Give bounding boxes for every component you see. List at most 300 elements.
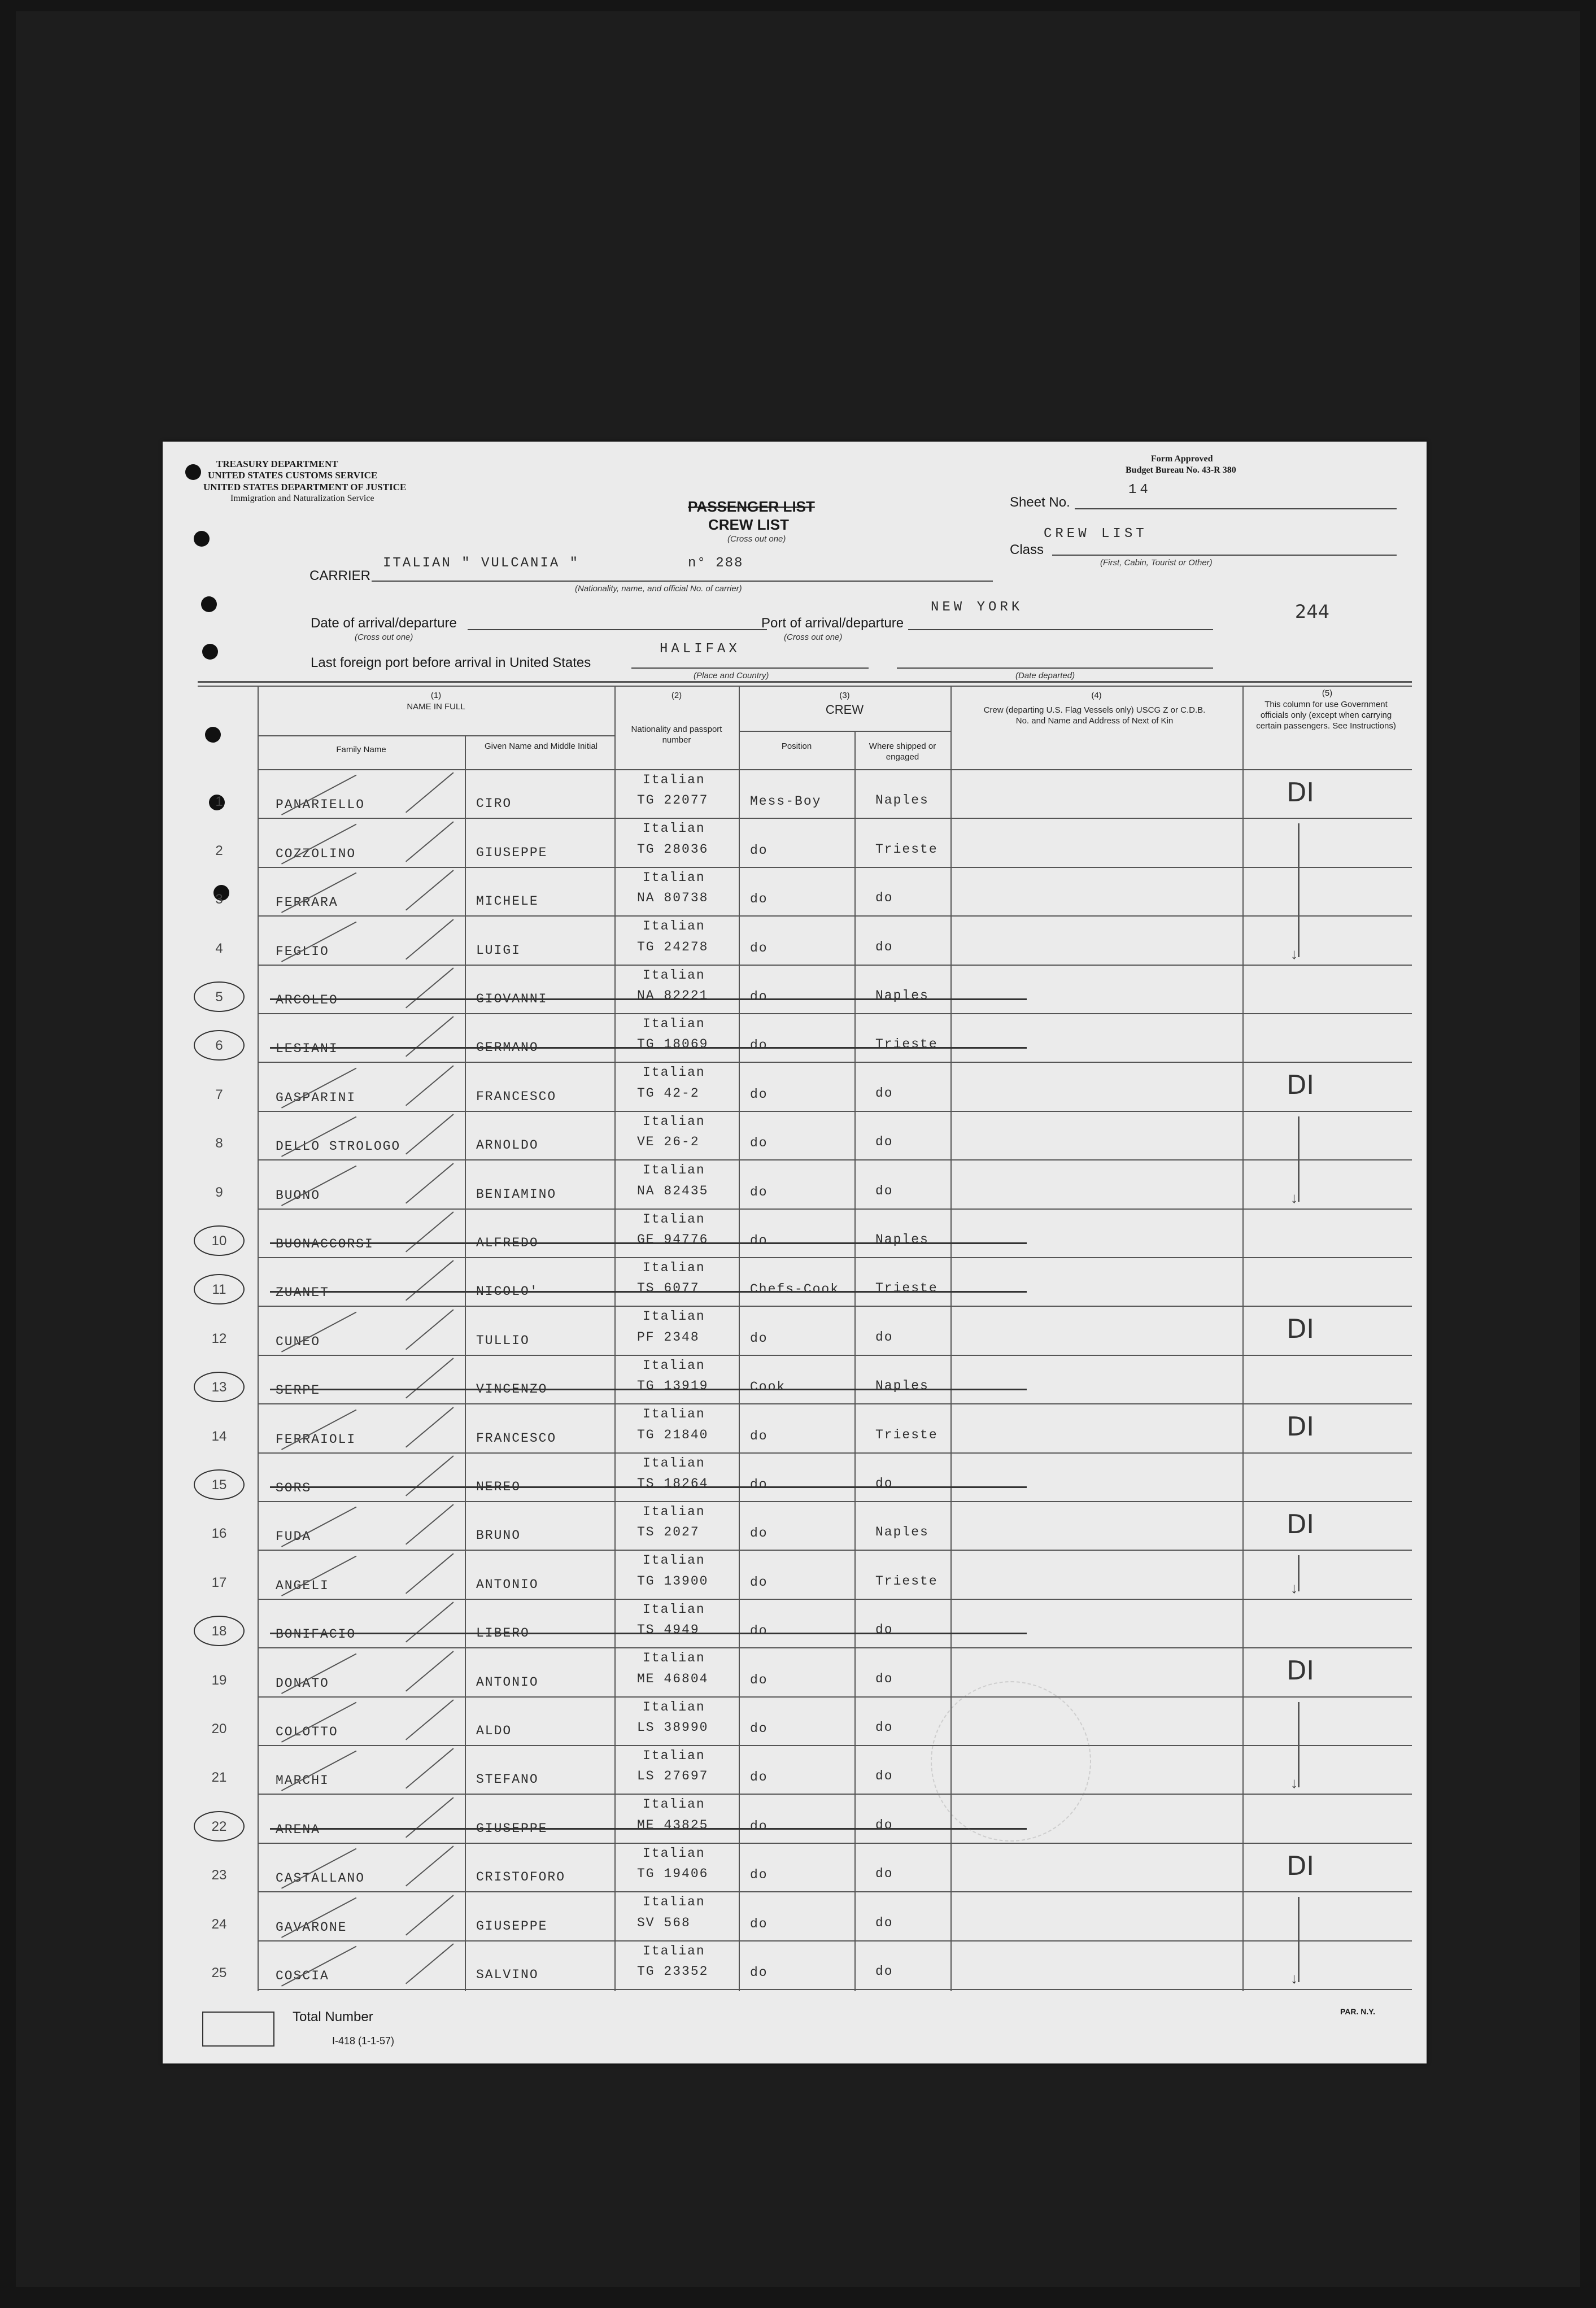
position: do <box>750 1429 768 1443</box>
position: do <box>750 1770 768 1785</box>
nationality: Italian <box>643 1114 705 1129</box>
row-number: 8 <box>215 1136 223 1151</box>
nationality: Italian <box>643 821 705 836</box>
total-number-box <box>202 2012 274 2047</box>
strike-line <box>270 1828 1027 1830</box>
nationality: Italian <box>643 1895 705 1909</box>
agency-line-2: UNITED STATES CUSTOMS SERVICE <box>208 470 378 481</box>
official-mark: DI <box>1287 1070 1314 1100</box>
given-name: LUIGI <box>476 943 521 958</box>
row-number: 11 <box>212 1282 226 1297</box>
where-shipped: Trieste <box>875 1574 938 1589</box>
position: do <box>750 1575 768 1590</box>
carrier-note: (Nationality, name, and official No. of carrier) <box>575 584 742 594</box>
port-arrival-value: NEW YORK <box>931 600 1023 615</box>
family-name: FEGLIO <box>276 944 329 959</box>
given-name: ARNOLDO <box>476 1138 539 1153</box>
arrow-line <box>1298 1897 1300 1982</box>
date-departed-note: (Date departed) <box>1015 671 1075 680</box>
family-name: SORS <box>276 1481 312 1495</box>
check-tick <box>405 1407 454 1447</box>
passport-number: TS 18264 <box>637 1476 709 1491</box>
family-name: ARCOLEO <box>276 993 338 1007</box>
check-tick <box>405 1358 454 1398</box>
passport-number: ME 46804 <box>637 1672 709 1686</box>
nationality: Italian <box>643 968 705 983</box>
position-header: Position <box>781 741 812 751</box>
family-name: BUONO <box>276 1188 321 1203</box>
agency-line-1: TREASURY DEPARTMENT <box>216 459 338 469</box>
given-name: NICOLO' <box>476 1284 539 1299</box>
row-number: 16 <box>211 1526 227 1541</box>
given-name: GIOVANNI <box>476 992 548 1006</box>
row-divider <box>258 1062 1412 1063</box>
arrow-line <box>1298 823 1300 957</box>
place-note: (Place and Country) <box>694 671 769 680</box>
crew-list-title: CREW LIST <box>708 516 789 533</box>
given-name: ANTONIO <box>476 1577 539 1592</box>
given-name: ANTONIO <box>476 1675 539 1690</box>
class-value: CREW LIST <box>1044 526 1148 542</box>
where-shipped: do <box>875 940 893 954</box>
position: do <box>750 1624 768 1638</box>
arrow-head: ↓ <box>1290 1970 1298 1987</box>
position: do <box>750 1038 768 1053</box>
family-name: DELLO STROLOGO <box>276 1139 401 1154</box>
given-name: GIUSEPPE <box>476 845 548 860</box>
nationality: Italian <box>643 1602 705 1617</box>
row-divider <box>258 965 1412 966</box>
row-number-circle <box>194 1616 245 1646</box>
where-shipped: do <box>875 1672 893 1686</box>
position: Cook <box>750 1380 786 1394</box>
passport-number: LS 38990 <box>637 1720 709 1735</box>
row-number: 10 <box>211 1233 227 1249</box>
family-name-header: Family Name <box>336 745 386 754</box>
passport-number: TG 22077 <box>637 793 709 808</box>
where-shipped: do <box>875 1086 893 1101</box>
family-name: SERPE <box>276 1383 321 1398</box>
row-number: 2 <box>215 843 223 858</box>
strike-line <box>270 1389 1027 1390</box>
where-shipped: do <box>875 1964 893 1979</box>
row-number: 21 <box>211 1770 227 1785</box>
check-tick <box>405 1504 454 1545</box>
passport-number: SV 568 <box>637 1916 691 1930</box>
given-name: CIRO <box>476 796 512 811</box>
date-arrival-label: Date of arrival/departure <box>311 616 457 631</box>
strike-line <box>270 1291 1027 1293</box>
row-number-circle <box>194 1372 245 1402</box>
passport-number: NA 82221 <box>637 988 709 1003</box>
nationality: Italian <box>643 1456 705 1471</box>
row-number-circle <box>194 1225 245 1256</box>
check-tick <box>405 1748 454 1788</box>
row-divider <box>258 1355 1412 1356</box>
arrow-head: ↓ <box>1290 945 1298 962</box>
family-name: FERRARA <box>276 895 338 910</box>
position: do <box>750 1819 768 1834</box>
arrow-line <box>1298 1702 1300 1787</box>
nationality: Italian <box>643 1163 705 1177</box>
row-number: 7 <box>215 1087 223 1102</box>
check-tick <box>405 1065 454 1106</box>
where-shipped: do <box>875 1720 893 1735</box>
row-divider <box>258 1843 1412 1844</box>
strike-line <box>270 1242 1027 1244</box>
row-number-circle <box>194 1274 245 1304</box>
where-shipped: do <box>875 1769 893 1783</box>
family-name: CASTALLANO <box>276 1871 365 1886</box>
where-shipped: do <box>875 1476 893 1491</box>
row-number: 17 <box>211 1575 227 1590</box>
family-name: LESIANI <box>276 1041 338 1056</box>
faded-stamp <box>931 1681 1091 1842</box>
official-mark: DI <box>1287 1314 1314 1344</box>
position: do <box>750 1917 768 1931</box>
given-name: NEREO <box>476 1480 521 1494</box>
nationality: Italian <box>643 1309 705 1324</box>
check-tick <box>405 1553 454 1594</box>
form-number: I-418 (1-1-57) <box>332 2035 395 2047</box>
given-name: BRUNO <box>476 1528 521 1543</box>
passport-number: LS 27697 <box>637 1769 709 1783</box>
where-shipped: Trieste <box>875 1281 938 1295</box>
nationality: Italian <box>643 919 705 933</box>
passport-number: GE 94776 <box>637 1232 709 1247</box>
row-divider <box>258 1745 1412 1746</box>
position: do <box>750 1233 768 1248</box>
given-name: LIBERO <box>476 1626 530 1641</box>
position: do <box>750 1136 768 1150</box>
given-name: FRANCESCO <box>476 1089 557 1104</box>
title-note: (Cross out one) <box>727 534 786 544</box>
where-shipped: Naples <box>875 1378 929 1393</box>
position: do <box>750 989 768 1004</box>
where-shipped: do <box>875 1622 893 1637</box>
row-divider <box>258 1111 1412 1112</box>
passport-number: TG 19406 <box>637 1866 709 1881</box>
row-divider <box>258 867 1412 868</box>
passenger-list-title: PASSENGER LIST <box>688 498 815 515</box>
row-divider <box>258 1891 1412 1892</box>
row-number-circle <box>194 981 245 1012</box>
passport-number: TG 13919 <box>637 1378 709 1393</box>
strike-line <box>270 1486 1027 1488</box>
where-shipped: Naples <box>875 1525 929 1539</box>
given-name: CRISTOFORO <box>476 1870 566 1884</box>
family-name: ARENA <box>276 1822 321 1837</box>
position: do <box>750 1526 768 1541</box>
position: do <box>750 1087 768 1102</box>
row-number: 3 <box>215 892 223 907</box>
sheet-number: 14 <box>1128 482 1152 498</box>
position: Chefs-Cook <box>750 1282 840 1297</box>
position: do <box>750 1477 768 1492</box>
given-name: VINCENZO <box>476 1382 548 1397</box>
row-number-circle <box>194 1811 245 1842</box>
official-mark: DI <box>1287 1509 1314 1539</box>
row-divider <box>258 1599 1412 1600</box>
check-tick <box>405 1016 454 1057</box>
where-shipped: do <box>875 1916 893 1930</box>
passport-number: TG 13900 <box>637 1574 709 1589</box>
given-name: MICHELE <box>476 894 539 909</box>
check-tick <box>405 772 454 813</box>
where-shipped: do <box>875 1135 893 1149</box>
row-number: 9 <box>215 1185 223 1200</box>
row-number: 5 <box>215 989 223 1005</box>
check-tick <box>405 1211 454 1252</box>
row-number: 4 <box>215 941 223 956</box>
where-shipped: Trieste <box>875 842 938 857</box>
check-tick <box>405 1651 454 1691</box>
crew-header: CREW <box>825 703 864 717</box>
sheet-label: Sheet No. <box>1010 495 1070 510</box>
row-number: 24 <box>211 1917 227 1932</box>
official-mark: DI <box>1287 777 1314 808</box>
row-number: 13 <box>211 1380 227 1395</box>
agency-line-4: Immigration and Naturalization Service <box>230 494 374 503</box>
given-name: GIUSEPPE <box>476 1821 548 1836</box>
row-divider <box>258 1403 1412 1404</box>
passport-number: TG 21840 <box>637 1428 709 1442</box>
nationality: Italian <box>643 1944 705 1958</box>
punch-hole <box>194 531 210 547</box>
where-shipped-header: Where shipped or engaged <box>869 741 936 762</box>
nationality: Italian <box>643 1407 705 1421</box>
port-arrival-note: (Cross out one) <box>784 632 843 642</box>
passport-number: VE 26-2 <box>637 1135 700 1149</box>
row-divider <box>258 818 1412 819</box>
col5-header: This column for use Government officials only (except when carrying certain passengers. See Instructions) <box>1256 700 1396 731</box>
row-divider <box>258 1306 1412 1307</box>
port-arrival-label: Port of arrival/departure <box>761 616 904 631</box>
row-divider <box>258 1013 1412 1014</box>
row-divider <box>258 1550 1412 1551</box>
where-shipped: Naples <box>875 793 929 808</box>
col4-header: Crew (departing U.S. Flag Vessels only) USCG Z or C.D.B. No. and Name and Address of Next of Kin <box>983 705 1206 726</box>
row-number: 14 <box>211 1429 227 1444</box>
name-tick <box>281 1507 356 1547</box>
family-name: COZZOLINO <box>276 847 356 861</box>
check-tick <box>405 1309 454 1350</box>
check-tick <box>405 870 454 910</box>
arrow-line <box>1298 1116 1300 1202</box>
check-tick <box>405 1699 454 1740</box>
passport-number: TG 18069 <box>637 1037 709 1052</box>
form-approved: Form Approved <box>1151 454 1213 464</box>
given-name: ALFREDO <box>476 1236 539 1250</box>
given-name: GERMANO <box>476 1040 539 1055</box>
given-name: TULLIO <box>476 1333 530 1348</box>
nationality: Italian <box>643 1260 705 1275</box>
row-number-circle <box>194 1030 245 1061</box>
check-tick <box>405 1845 454 1886</box>
col3-number: (3) <box>839 691 850 700</box>
where-shipped: Trieste <box>875 1428 938 1442</box>
total-number-label: Total Number <box>293 2009 373 2025</box>
position: do <box>750 1185 768 1199</box>
check-tick <box>405 919 454 959</box>
carrier-value: ITALIAN " VULCANIA " <box>383 556 580 571</box>
nationality: Italian <box>643 1358 705 1373</box>
given-name: FRANCESCO <box>476 1431 557 1446</box>
budget-bureau-number: Budget Bureau No. 43-R 380 <box>1126 465 1236 475</box>
date-arrival-note: (Cross out one) <box>355 632 413 642</box>
given-name: ALDO <box>476 1724 512 1738</box>
where-shipped: do <box>875 1330 893 1345</box>
check-tick <box>405 1163 454 1203</box>
check-tick <box>405 1797 454 1838</box>
where-shipped: Trieste <box>875 1037 938 1052</box>
nationality: Italian <box>643 1065 705 1080</box>
family-name: COLOTTO <box>276 1725 338 1739</box>
row-number: 20 <box>211 1721 227 1737</box>
position: do <box>750 892 768 906</box>
family-name: GASPARINI <box>276 1090 356 1105</box>
strike-line <box>270 1633 1027 1634</box>
family-name: COSCIA <box>276 1969 329 1983</box>
printer-mark: PAR. N.Y. <box>1340 2007 1375 2016</box>
family-name: PANARIELLO <box>276 797 365 812</box>
official-mark: DI <box>1287 1655 1314 1686</box>
passport-number: ME 43825 <box>637 1818 709 1833</box>
where-shipped: do <box>875 1866 893 1881</box>
row-divider <box>258 1647 1412 1648</box>
family-name: ANGELI <box>276 1578 329 1593</box>
official-mark: DI <box>1287 1851 1314 1881</box>
arrow-head: ↓ <box>1290 1189 1298 1206</box>
family-name: FUDA <box>276 1529 312 1544</box>
col2-header: Nationality and passport number <box>631 725 722 745</box>
nationality: Italian <box>643 1553 705 1568</box>
passport-number: TS 6077 <box>637 1281 700 1295</box>
row-number: 25 <box>211 1965 227 1980</box>
given-name-header: Given Name and Middle Initial <box>484 741 598 751</box>
row-divider <box>258 1696 1412 1698</box>
nationality: Italian <box>643 1700 705 1714</box>
family-name: CUNEO <box>276 1334 321 1349</box>
carrier-number: n° 288 <box>688 556 744 571</box>
position: do <box>750 941 768 956</box>
passport-number: NA 82435 <box>637 1184 709 1198</box>
where-shipped: Naples <box>875 1232 929 1247</box>
nationality: Italian <box>643 870 705 885</box>
row-number: 15 <box>211 1477 227 1493</box>
row-number: 12 <box>211 1331 227 1346</box>
check-tick <box>405 1114 454 1154</box>
row-number-circle <box>194 1469 245 1500</box>
where-shipped: Naples <box>875 988 929 1003</box>
passport-number: TG 24278 <box>637 940 709 954</box>
col4-number: (4) <box>1091 691 1102 700</box>
where-shipped: do <box>875 1818 893 1833</box>
arrow-line <box>1298 1555 1300 1591</box>
punch-hole <box>205 727 221 743</box>
passport-number: TG 28036 <box>637 842 709 857</box>
position: do <box>750 1965 768 1980</box>
family-name: DONATO <box>276 1676 329 1691</box>
nationality: Italian <box>643 1797 705 1812</box>
row-divider <box>258 1159 1412 1160</box>
row-number: 23 <box>211 1868 227 1883</box>
check-tick <box>405 1895 454 1935</box>
col2-number: (2) <box>671 691 682 700</box>
punch-hole <box>202 644 218 660</box>
where-shipped: do <box>875 1184 893 1198</box>
nationality: Italian <box>643 1748 705 1763</box>
handwritten-number: 244 <box>1295 601 1330 622</box>
check-tick <box>405 1943 454 1984</box>
nationality: Italian <box>643 1212 705 1227</box>
row-number: 18 <box>211 1624 227 1639</box>
arrow-head: ↓ <box>1290 1774 1298 1791</box>
check-tick <box>405 1455 454 1496</box>
check-tick <box>405 967 454 1008</box>
carrier-label: CARRIER <box>309 568 371 583</box>
nationality: Italian <box>643 1016 705 1031</box>
given-name: STEFANO <box>476 1772 539 1787</box>
family-name: FERRAIOLI <box>276 1432 356 1447</box>
check-tick <box>405 1602 454 1642</box>
row-divider <box>258 1501 1412 1502</box>
family-name: BUONACCORSI <box>276 1237 374 1251</box>
passport-number: TS 2027 <box>637 1525 700 1539</box>
col1-header: NAME IN FULL <box>407 702 465 712</box>
col1-number: (1) <box>430 691 442 700</box>
row-divider <box>258 1452 1412 1454</box>
given-name: GIUSEPPE <box>476 1919 548 1934</box>
position: do <box>750 843 768 858</box>
class-note: (First, Cabin, Tourist or Other) <box>1100 558 1213 568</box>
class-label: Class <box>1010 542 1044 557</box>
passport-number: TS 4949 <box>637 1622 700 1637</box>
foreign-port-label: Last foreign port before arrival in United States <box>311 655 591 670</box>
crew-list-form <box>163 442 1427 2063</box>
where-shipped: do <box>875 891 893 905</box>
family-name: BONIFACIO <box>276 1627 356 1642</box>
strike-line <box>270 998 1027 1000</box>
nationality: Italian <box>643 1651 705 1665</box>
row-divider <box>258 1794 1412 1795</box>
punch-hole <box>201 596 217 612</box>
row-number: 1 <box>215 794 223 809</box>
family-name: MARCHI <box>276 1773 329 1788</box>
agency-line-3: UNITED STATES DEPARTMENT OF JUSTICE <box>203 482 407 492</box>
nationality: Italian <box>643 773 705 787</box>
check-tick <box>405 821 454 862</box>
position: do <box>750 1673 768 1687</box>
position: do <box>750 1868 768 1882</box>
family-name: GAVARONE <box>276 1920 347 1935</box>
official-mark: DI <box>1287 1411 1314 1442</box>
passport-number: TG 42-2 <box>637 1086 700 1101</box>
nationality: Italian <box>643 1504 705 1519</box>
nationality: Italian <box>643 1846 705 1861</box>
row-divider <box>258 1940 1412 1941</box>
strike-line <box>270 1047 1027 1049</box>
row-divider <box>258 1257 1412 1258</box>
row-divider <box>258 1208 1412 1210</box>
arrow-head: ↓ <box>1290 1580 1298 1596</box>
passport-number: NA 80738 <box>637 891 709 905</box>
family-name: ZUANET <box>276 1285 329 1300</box>
check-tick <box>405 1260 454 1301</box>
passport-number: PF 2348 <box>637 1330 700 1345</box>
row-number: 19 <box>211 1673 227 1688</box>
position: Mess-Boy <box>750 794 822 809</box>
